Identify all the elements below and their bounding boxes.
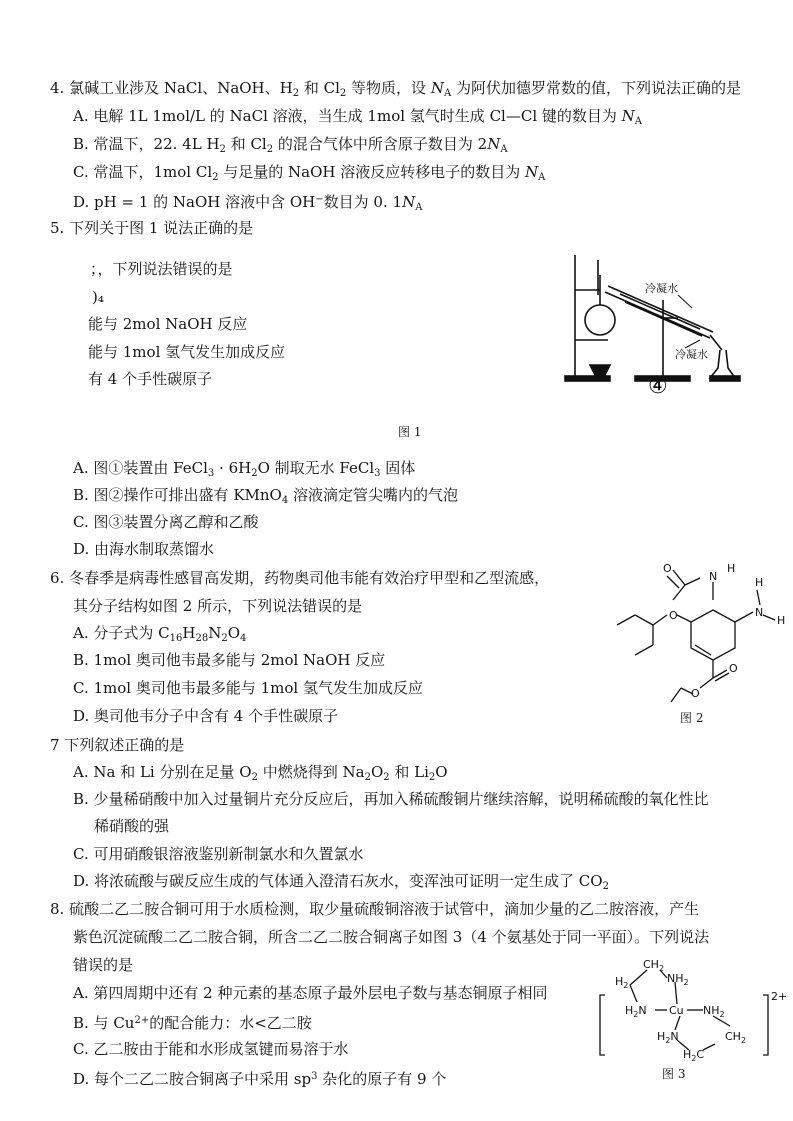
q7-option-b-line-2: 稀硝酸的强	[94, 817, 170, 835]
q8-stem-line-1: 8. 硫酸二乙二胺合铜可用于水质检测，取少量硫酸铜溶液于试管中，滴加少量的乙二胺溶液，产生	[50, 900, 700, 918]
fig3-cu-label: Cu	[669, 1004, 684, 1017]
svg-text:CH2: $CH_2$	[725, 1030, 747, 1045]
q6-option-a: A. 分子式为 $C_{16}H_{28}N_2O_4$	[73, 624, 247, 644]
q4-stem: 4. 氯碱工业涉及 NaCl、NaOH、$H_2$ 和 $Cl_2$ 等物质，设 $N_A$ 为阿伏加德罗常数的值，下列说法正确的是	[50, 79, 741, 99]
svg-text:H2C: $H_2C$	[683, 1048, 705, 1063]
svg-text:H: H	[755, 576, 764, 589]
q6-option-d: D. 奥司他韦分子中含有 4 个手性碳原子	[73, 707, 339, 725]
q7-option-c: C. 可用硝酸银溶液鉴别新制氯水和久置氯水	[73, 845, 364, 863]
q6-option-c: C. 1mol 奥司他韦最多能与 1mol 氢气发生加成反应	[73, 679, 423, 697]
q5-stem: 5. 下列关于图 1 说法正确的是	[50, 219, 254, 237]
fig1-circle-label: ④	[648, 374, 668, 399]
q5-overlay-text-1: ；，下列说法错误的是	[90, 260, 233, 278]
q5-option-c: C. 图③装置分离乙醇和乙酸	[73, 513, 259, 531]
svg-text:H2: $H_2$	[615, 975, 629, 990]
q6-stem-line-1: 6. 冬春季是病毒性感冒高发期，药物奥司他韦能有效治疗甲型和乙型流感，	[50, 569, 550, 587]
figure-1-distillation-apparatus	[560, 250, 790, 399]
svg-text:NH2: $NH_2$	[667, 972, 689, 987]
q4-option-c: C. 常温下，1mol $Cl_2$ 与足量的 NaOH 溶液反应转移电子的数目为 $N_A$	[73, 163, 546, 183]
q5-overlay-text-3: 能与 2mol NaOH 反应	[88, 315, 248, 333]
q8-stem-line-2: 紫色沉淀硫酸二乙二胺合铜，所含二乙二胺合铜离子如图 3（4 个氨基处于同一平面）。下列说法	[73, 928, 710, 946]
svg-text:N: N	[709, 570, 718, 583]
q5-option-a: A. 图①装置由 FeCl$_3$ · $6H_2O$ 制取无水 FeCl$_3$ 固体	[73, 459, 416, 479]
q8-option-d: D. 每个二乙二胺合铜离子中采用 $sp^3$ 杂化的原子有 9 个	[73, 1070, 447, 1088]
fig1-cold-water-label-2: 冷凝水	[675, 348, 708, 361]
q7-option-d: D. 将浓硫酸与碳反应生成的气体通入澄清石灰水，变浑浊可证明一定生成了 $CO_2$	[73, 872, 609, 892]
q5-option-d: D. 由海水制取蒸馏水	[73, 540, 215, 558]
q4-option-b: B. 常温下，22. 4L $H_2$ 和 $Cl_2$ 的混合气体中所含原子数目为 $2N_A$	[73, 135, 508, 155]
fig3-charge-label: 2+	[771, 990, 788, 1003]
q7-option-b-line-1: B. 少量稀硝酸中加入过量铜片充分反应后，再加入稀硫酸铜片继续溶解，说明稀硫酸的氧化性比	[73, 790, 709, 808]
svg-text:N: N	[755, 606, 764, 619]
q7-option-a: A. Na 和 Li 分别在足量 $O_2$ 中燃烧得到 $Na_2O_2$ 和 $Li_2O$	[73, 763, 448, 783]
svg-text:NH2: $NH_2$	[703, 1004, 725, 1019]
figure-2-oseltamivir-structure	[605, 560, 785, 720]
q4-option-a: A. 电解 1L 1mol/L 的 NaCl 溶液，当生成 1mol 氢气时生成 Cl—Cl 键的数目为 $N_A$	[73, 107, 643, 127]
q5-overlay-text-2: )₄	[92, 288, 104, 306]
q8-option-c: C. 乙二胺由于能和水形成氢键而易溶于水	[73, 1040, 349, 1058]
svg-text:H: H	[727, 562, 736, 575]
q5-overlay-text-4: 能与 1mol 氢气发生加成反应	[88, 343, 286, 361]
q4-option-d: D. pH = 1 的 NaOH 溶液中含 OH−数目为 0. $1N_A$	[73, 193, 423, 213]
svg-text:O: O	[729, 662, 738, 675]
q7-stem: 7 下列叙述正确的是	[50, 736, 185, 754]
figure-3-caption: 图 3	[662, 1067, 686, 1081]
figure-2-caption: 图 2	[680, 711, 704, 725]
q5-option-b: B. 图②操作可排出盛有 KMnO$_4$ 溶液滴定管尖嘴内的气泡	[73, 486, 459, 506]
svg-text:O: O	[663, 562, 672, 575]
q8-stem-line-3: 错误的是	[73, 956, 134, 974]
svg-text:O: O	[691, 687, 700, 700]
svg-text:H2N: $H_2N$	[625, 1004, 647, 1019]
svg-text:O: O	[669, 609, 678, 622]
figure-1-caption: 图 1	[398, 425, 422, 439]
svg-text:H: H	[777, 614, 786, 627]
figure-3-copper-complex	[595, 950, 788, 1065]
fig1-cold-water-label-1: 冷凝水	[645, 282, 678, 295]
q6-stem-line-2: 其分子结构如图 2 所示，下列说法错误的是	[73, 597, 363, 615]
q8-option-a: A. 第四周期中还有 2 种元素的基态原子最外层电子数与基态铜原子相同	[73, 984, 548, 1002]
q8-option-b: B. 与 $Cu^{2+}$的配合能力：水<乙二胺	[73, 1014, 312, 1032]
svg-text:H2N: $H_2N$	[657, 1030, 679, 1045]
svg-text:CH2: $CH_2$	[643, 958, 665, 973]
q5-overlay-text-5: 有 4 个手性碳原子	[88, 370, 213, 388]
q6-option-b: B. 1mol 奥司他韦最多能与 2mol NaOH 反应	[73, 651, 386, 669]
